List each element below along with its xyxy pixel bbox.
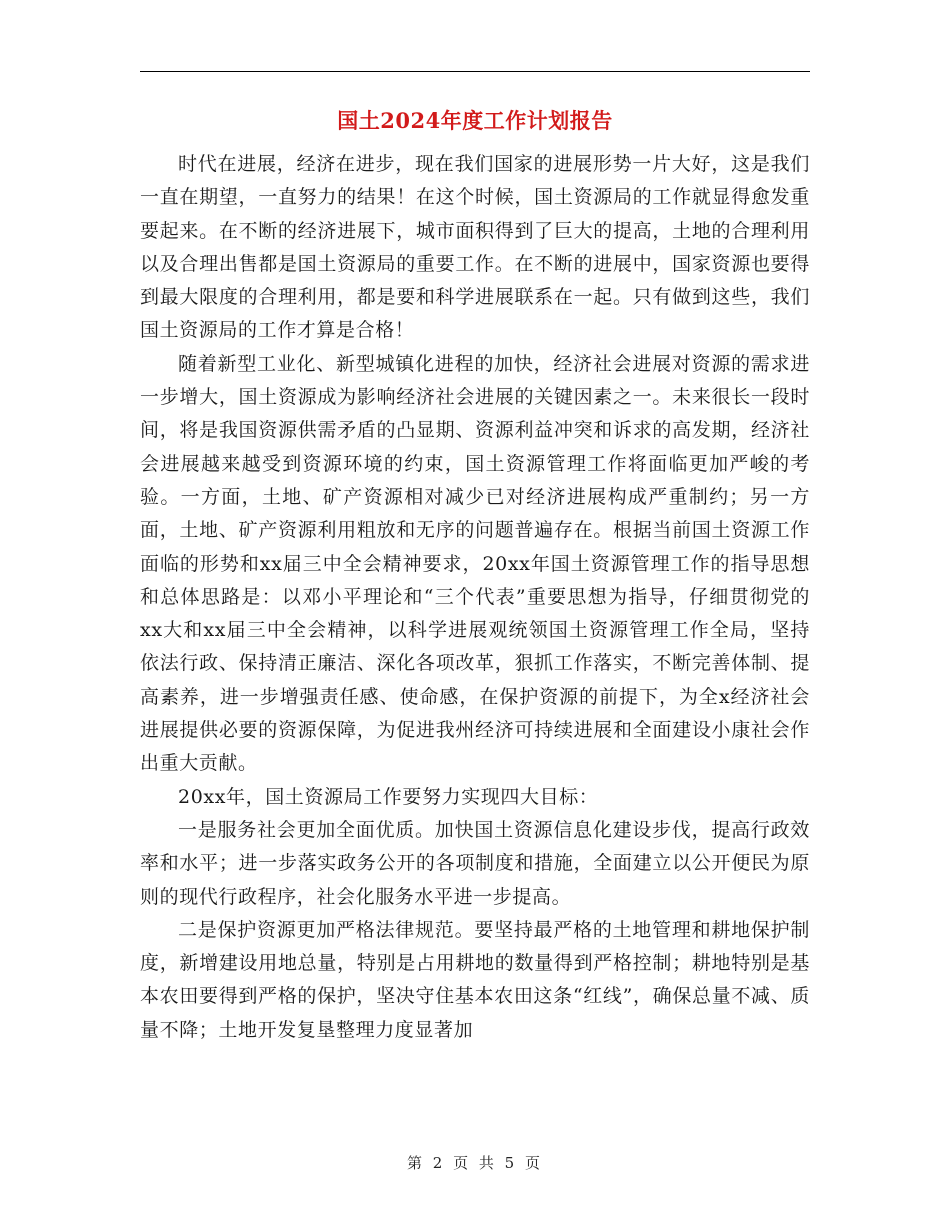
paragraph-goals-lead: 20xx年，国土资源局工作要努力实现四大目标： [178,785,599,808]
document-title: 国土2024年度工作计划报告 [337,108,613,133]
paragraph-guiding-thought: 随着新型工业化、新型城镇化进程的加快，经济社会进展对资源的需求进一步增大，国土资源成为影响经济社会进展的关键因素之一。未来很长一段时间，将是我国资源供需矛盾的凸显期、资源利益冲突和诉求的高发期，经济社会进展越来越受到资源环境的约束，国土资源管理工作将面临更加严峻的考验。一方面，土地、矿产资源相对减少已对经济进展构成严重制约；另一方面，土地、矿产资源利用粗放和无序的问题普遍存在。根据当前国土资源工作面临的形势和xx届三中全会精神要求，20xx年国土资源管理工作的指导思想和总体思路是：以邓小平理论和“三个代表”重要思想为指导，仔细贯彻党的xx大和xx届三中全会精神，以科学进展观统领国土资源管理工作全局，坚持依法行政、保持清正廉洁、深化各项改革，狠抓工作落实，不断完善体制、提高素养，进一步增强责任感、使命感，在保护资源的前提下，为全x经济社会进展提供必要的资源保障，为促进我州经济可持续进展和全面建设小康社会作出重大贡献。 [140,352,810,775]
paragraph-intro: 时代在进展，经济在进步，现在我们国家的进展形势一片大好，这是我们一直在期望，一直努力的结果！在这个时候，国土资源局的工作就显得愈发重要起来。在不断的经济进展下，城市面积得到了巨大的提高，土地的合理利用以及合理出售都是国土资源局的重要工作。在不断的进展中，国家资源也要得到最大限度的合理利用，都是要和科学进展联系在一起。只有做到这些，我们国土资源局的工作才算是合格！ [140,153,810,342]
paragraph-goal-one: 一是服务社会更加全面优质。加快国土资源信息化建设步伐，提高行政效率和水平；进一步落实政务公开的各项制度和措施，全面建立以公开便民为原则的现代行政程序，社会化服务水平进一步提高。 [140,818,810,908]
document-body [140,148,810,1047]
page-number-footer: 第 2 页 共 5 页 [407,1154,543,1172]
header-rule [140,71,810,72]
paragraph-goal-two: 二是保护资源更加严格法律规范。要坚持最严格的土地管理和耕地保护制度，新增建设用地总量，特别是占用耕地的数量得到严格控制；耕地特别是基本农田要得到严格的保护，坚决守住基本农田这条“红线”，确保总量不减、质量不降；土地开发复垦整理力度显著加 [140,918,810,1041]
